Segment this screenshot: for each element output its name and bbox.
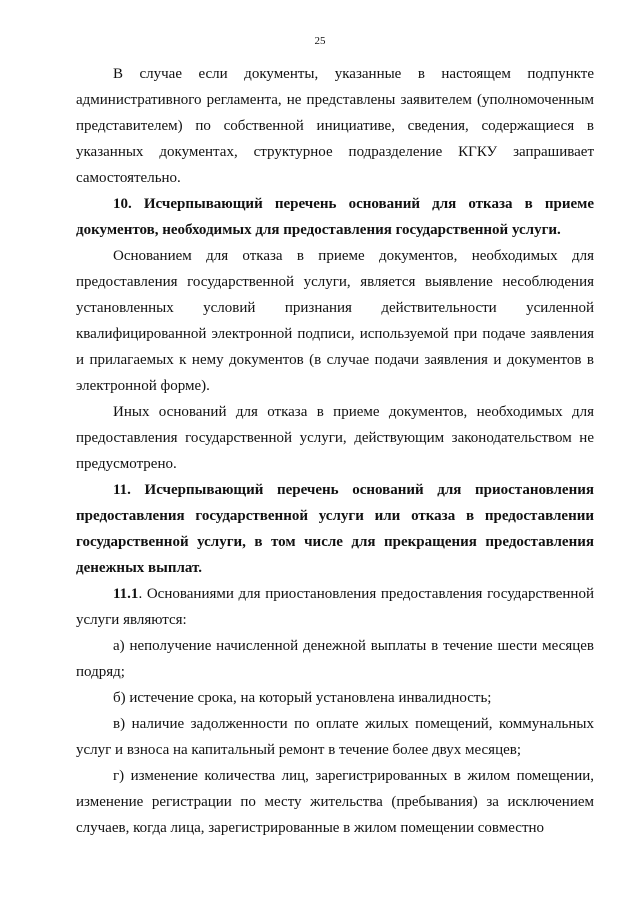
list-item-v: в) наличие задолженности по оплате жилых помещений, коммунальных услуг и взноса на капитальный ремонт в течение более двух месяцев; bbox=[76, 716, 594, 758]
section-heading-11: 11. Исчерпывающий перечень оснований для приостановления предоставления государственной услуги или отказа в предоставлении государственной услуги, в том числе для прекращения предоставления денежных выплат. bbox=[76, 482, 594, 576]
list-item-b: б) истечение срока, на который установлена инвалидность; bbox=[113, 690, 492, 706]
clause-number-11-1: 11.1 bbox=[113, 586, 139, 602]
clause-text-11-1: . Основаниями для приостановления предоставления государственной услуги являются: bbox=[76, 586, 594, 628]
list-item-g: г) изменение количества лиц, зарегистрированных в жилом помещении, изменение регистрации по месту жительства (пребывания) за исключением случаев, когда лица, зарегистрированные в жилом помещении совместно bbox=[76, 768, 594, 836]
paragraph-no-other-grounds: Иных оснований для отказа в приеме документов, необходимых для предоставления государственной услуги, действующим законодательством не предусмотрено. bbox=[76, 404, 594, 472]
paragraph-refusal-grounds: Основанием для отказа в приеме документов, необходимых для предоставления государственной услуги, является выявление несоблюдения установленных условий признания действительности усиленной квалифицированной электронной подписи, используемой при подаче заявления и прилагаемых к нему документов (в случае подачи заявления и документов в электронной форме). bbox=[76, 248, 594, 394]
paragraph-documents-request: В случае если документы, указанные в настоящем подпункте административного регламента, не представлены заявителем (уполномоченным представителем) по собственной инициативе, сведения, содержащиеся в указанных документах, структурное подразделение КГКУ запрашивает самостоятельно. bbox=[76, 66, 594, 186]
paragraph-11-1 bbox=[76, 581, 594, 633]
document-body bbox=[76, 61, 594, 841]
section-heading-10: 10. Исчерпывающий перечень оснований для отказа в приеме документов, необходимых для предоставления государственной услуги. bbox=[76, 196, 594, 238]
page-number: 25 bbox=[314, 35, 326, 47]
list-item-a: а) неполучение начисленной денежной выплаты в течение шести месяцев подряд; bbox=[76, 638, 594, 680]
